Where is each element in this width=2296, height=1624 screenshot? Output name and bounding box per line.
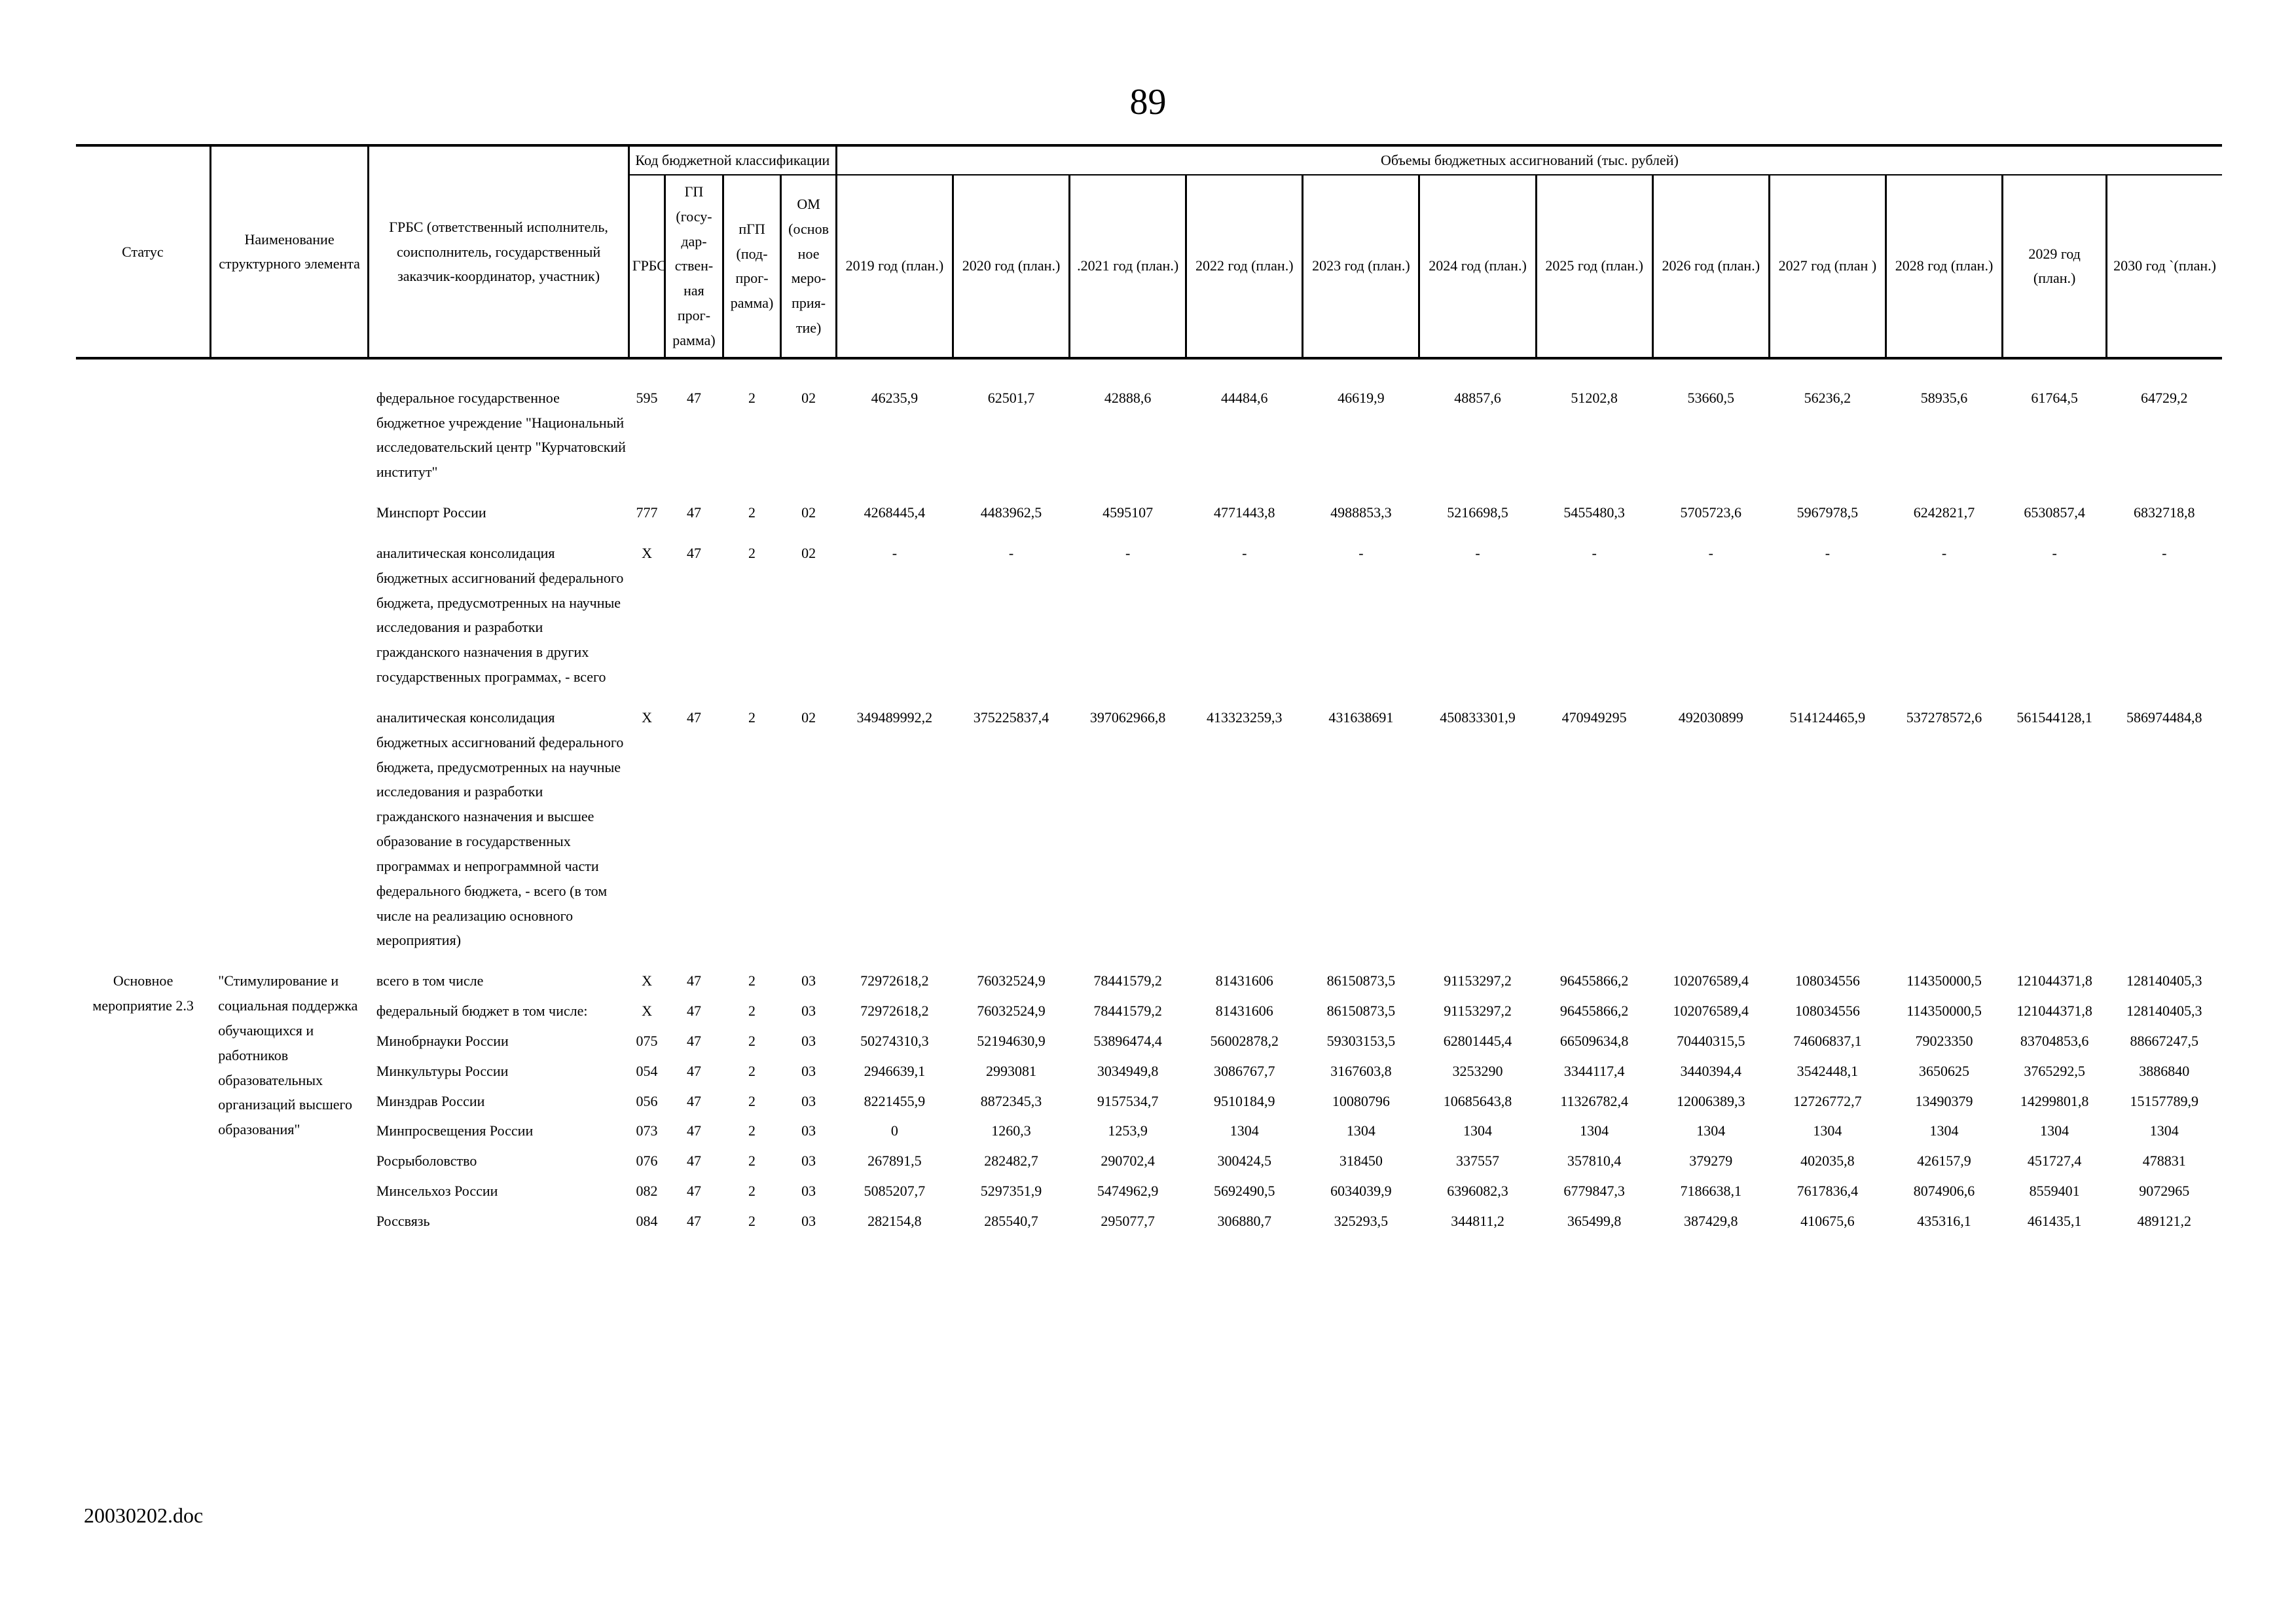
budget-allocation-table [76, 144, 2222, 1236]
cell-year-value: 56236,2 [1804, 389, 1851, 406]
cell-grbs: 054 [636, 1062, 658, 1079]
cell-grbs: 082 [636, 1183, 658, 1200]
cell-year-value: - [1592, 544, 1597, 561]
cell-year-value: 9510184,9 [1214, 1092, 1275, 1109]
cell-year-value: 450833301,9 [1440, 709, 1516, 726]
cell-year-value: 5692490,5 [1214, 1183, 1275, 1200]
cell-year-value: 96455866,2 [1559, 972, 1629, 989]
cell-year-value: 1253,9 [1108, 1122, 1148, 1139]
cell-year-value: - [1708, 544, 1713, 561]
cell-grbs: 076 [636, 1153, 658, 1170]
cell-grbs: X [642, 1003, 652, 1020]
cell-year-value: 11326782,4 [1560, 1092, 1629, 1109]
cell-grbs: 075 [636, 1032, 658, 1049]
cell-year-value: 51202,8 [1571, 389, 1618, 406]
cell-participant: Минздрав России [376, 1092, 485, 1109]
cell-year-value: 81431606 [1215, 972, 1273, 989]
cell-year-value: 9072965 [2139, 1183, 2190, 1200]
header-year: 2020 год (план.) [953, 175, 1069, 358]
cell-year-value: 62501,7 [987, 389, 1035, 406]
cell-year-value: 44484,6 [1221, 389, 1268, 406]
cell-status [76, 358, 210, 498]
cell-gp: 47 [686, 1153, 701, 1170]
cell-element-name [210, 498, 369, 538]
header-grbs: ГРБС [629, 175, 665, 358]
cell-year-value: 102076589,4 [1673, 1003, 1749, 1020]
cell-year-value: 5297351,9 [980, 1183, 1042, 1200]
cell-om: 03 [801, 1003, 816, 1020]
cell-participant: Минобрнауки России [376, 1032, 509, 1049]
cell-year-value: 489121,2 [2137, 1212, 2192, 1229]
table-row [76, 1086, 2222, 1116]
cell-year-value: 561544128,1 [2016, 709, 2092, 726]
cell-year-value: 59303153,5 [1326, 1032, 1396, 1049]
cell-year-value: 102076589,4 [1673, 972, 1749, 989]
table-row [76, 358, 2222, 498]
header-budget-code-group: Код бюджетной классификации [629, 145, 836, 175]
cell-year-value: 318450 [1339, 1153, 1383, 1170]
cell-grbs: X [642, 544, 652, 561]
cell-om: 03 [801, 1212, 816, 1229]
cell-year-value: 56002878,2 [1210, 1032, 1279, 1049]
header-pgp: пГП (под-прог-рамма) [723, 175, 781, 358]
cell-year-value: 3440394,4 [1680, 1062, 1742, 1079]
table-row [76, 1116, 2222, 1146]
cell-year-value: 586974484,8 [2126, 709, 2202, 726]
cell-year-value: 108034556 [1795, 1003, 1860, 1020]
cell-year-value: 96455866,2 [1559, 1003, 1629, 1020]
cell-year-value: 114350000,5 [1906, 972, 1982, 989]
header-year: 2022 год (план.) [1186, 175, 1303, 358]
header-year: 2030 год `(план.) [2107, 175, 2222, 358]
header-year: 2023 год (план.) [1303, 175, 1419, 358]
cell-pgp: 2 [748, 1153, 756, 1170]
cell-year-value: 91153297,2 [1444, 1003, 1512, 1020]
cell-pgp: 2 [748, 1003, 756, 1020]
cell-year-value: 46619,9 [1338, 389, 1385, 406]
cell-year-value: 402035,8 [1800, 1153, 1855, 1170]
cell-year-value: 6832718,8 [2134, 504, 2195, 521]
cell-year-value: 8221455,9 [864, 1092, 926, 1109]
cell-year-value: 451727,4 [2027, 1153, 2082, 1170]
cell-year-value: 128140405,3 [2126, 972, 2202, 989]
cell-year-value: 1304 [1813, 1122, 1842, 1139]
cell-year-value: 10080796 [1332, 1092, 1390, 1109]
cell-gp: 47 [686, 1183, 701, 1200]
cell-year-value: 70440315,5 [1677, 1032, 1745, 1049]
cell-year-value: 72972618,2 [860, 1003, 929, 1020]
cell-element-name [210, 358, 369, 498]
header-status: Статус [76, 145, 210, 358]
cell-year-value: 325293,5 [1334, 1212, 1389, 1229]
cell-year-value: 6530857,4 [2024, 504, 2085, 521]
table-row [76, 966, 2222, 996]
cell-year-value: 8559401 [2029, 1183, 2080, 1200]
cell-year-value: 285540,7 [984, 1212, 1038, 1229]
cell-participant: Минсельхоз России [376, 1183, 498, 1200]
cell-participant: федеральный бюджет в том числе: [376, 1003, 588, 1020]
cell-year-value: 13490379 [1915, 1092, 1973, 1109]
cell-pgp: 2 [748, 709, 756, 726]
cell-year-value: 14299801,8 [2020, 1092, 2089, 1109]
cell-pgp: 2 [748, 544, 756, 561]
cell-participant: Росрыболовство [376, 1153, 477, 1170]
cell-status: Основное мероприятие 2.3 [92, 972, 194, 1014]
cell-year-value: 53896474,4 [1093, 1032, 1162, 1049]
cell-element-name: "Стимулирование и социальная поддержка обучающихся и работников образовательных организаций высшего образования" [218, 972, 358, 1138]
cell-year-value: 86150873,5 [1326, 972, 1396, 989]
cell-year-value: 431638691 [1328, 709, 1394, 726]
cell-gp: 47 [686, 1003, 701, 1020]
cell-pgp: 2 [748, 504, 756, 521]
cell-year-value: 3167603,8 [1330, 1062, 1392, 1079]
cell-gp: 47 [686, 1212, 701, 1229]
cell-year-value: 306880,7 [1217, 1212, 1272, 1229]
cell-year-value: 66509634,8 [1559, 1032, 1629, 1049]
cell-year-value: 52194630,9 [977, 1032, 1046, 1049]
cell-year-value: 375225837,4 [973, 709, 1049, 726]
header-year: 2028 год (план.) [1886, 175, 2002, 358]
cell-year-value: 88667247,5 [2130, 1032, 2199, 1049]
cell-year-value: 10685643,8 [1443, 1092, 1512, 1109]
cell-year-value: 53660,5 [1687, 389, 1735, 406]
cell-year-value: 81431606 [1215, 1003, 1273, 1020]
header-volumes-group: Объемы бюджетных ассигнований (тыс. рублей) [836, 145, 2222, 175]
cell-year-value: 1304 [1929, 1122, 1959, 1139]
cell-year-value: 5705723,6 [1680, 504, 1742, 521]
cell-gp: 47 [686, 972, 701, 989]
cell-participant: Минспорт России [376, 504, 486, 521]
cell-year-value: 4771443,8 [1214, 504, 1275, 521]
cell-year-value: 6396082,3 [1447, 1183, 1508, 1200]
cell-year-value: 537278572,6 [1906, 709, 1982, 726]
cell-year-value: 3253290 [1452, 1062, 1503, 1079]
table-row [76, 1176, 2222, 1206]
cell-status [76, 703, 210, 966]
cell-year-value: 128140405,3 [2126, 1003, 2202, 1020]
cell-year-value: - [2162, 544, 2167, 561]
header-year: .2021 год (план.) [1070, 175, 1186, 358]
cell-year-value: 3765292,5 [2024, 1062, 2085, 1079]
cell-year-value: 1304 [1580, 1122, 1609, 1139]
cell-element-name [210, 538, 369, 703]
cell-year-value: 2946639,1 [864, 1062, 926, 1079]
cell-year-value: 6242821,7 [1913, 504, 1975, 521]
cell-gp: 47 [686, 709, 701, 726]
cell-year-value: 9157534,7 [1097, 1092, 1159, 1109]
cell-year-value: 61764,5 [2031, 389, 2078, 406]
cell-year-value: - [1008, 544, 1014, 561]
cell-year-value: 121044371,8 [2016, 1003, 2092, 1020]
cell-om: 02 [801, 709, 816, 726]
cell-year-value: 78441579,2 [1093, 1003, 1162, 1020]
cell-year-value: 470949295 [1561, 709, 1627, 726]
table-row [76, 1026, 2222, 1056]
cell-year-value: 4595107 [1102, 504, 1154, 521]
cell-year-value: 1304 [1463, 1122, 1493, 1139]
cell-participant: федеральное государственное бюджетное учреждение "Национальный исследовательский центр "Курчатовский институт" [376, 389, 626, 481]
cell-year-value: 76032524,9 [977, 1003, 1046, 1020]
cell-year-value: 91153297,2 [1444, 972, 1512, 989]
cell-year-value: 5474962,9 [1097, 1183, 1159, 1200]
cell-year-value: 4268445,4 [864, 504, 926, 521]
cell-grbs: 056 [636, 1092, 658, 1109]
cell-om: 02 [801, 504, 816, 521]
cell-gp: 47 [686, 1122, 701, 1139]
header-gp: ГП (госу-дар-ствен-ная прог-рамма) [665, 175, 723, 358]
cell-grbs: 084 [636, 1212, 658, 1229]
cell-year-value: 7617836,4 [1796, 1183, 1859, 1200]
table-row [76, 498, 2222, 538]
cell-year-value: 83704853,6 [2020, 1032, 2089, 1049]
cell-year-value: 267891,5 [867, 1153, 922, 1170]
cell-grbs: X [642, 972, 652, 989]
cell-year-value: 295077,7 [1101, 1212, 1155, 1229]
cell-year-value: 8074906,6 [1913, 1183, 1975, 1200]
cell-year-value: 12006389,3 [1677, 1092, 1745, 1109]
cell-gp: 47 [686, 1062, 701, 1079]
cell-year-value: - [1125, 544, 1131, 561]
cell-year-value: 4988853,3 [1330, 504, 1392, 521]
cell-year-value: 86150873,5 [1326, 1003, 1396, 1020]
cell-year-value: 492030899 [1678, 709, 1743, 726]
cell-year-value: 337557 [1456, 1153, 1500, 1170]
cell-year-value: 1304 [1696, 1122, 1726, 1139]
cell-year-value: 78441579,2 [1093, 972, 1162, 989]
cell-year-value: 387429,8 [1684, 1212, 1738, 1229]
cell-year-value: 344811,2 [1451, 1212, 1504, 1229]
cell-year-value: 12726772,7 [1793, 1092, 1862, 1109]
header-year: 2026 год (план.) [1652, 175, 1769, 358]
header-year: 2027 год (план ) [1769, 175, 1886, 358]
cell-pgp: 2 [748, 1212, 756, 1229]
cell-year-value: - [1941, 544, 1947, 561]
cell-pgp: 2 [748, 1062, 756, 1079]
cell-year-value: 15157789,9 [2130, 1092, 2199, 1109]
cell-year-value: 3344117,4 [1563, 1062, 1625, 1079]
cell-status [76, 498, 210, 538]
cell-year-value: 6779847,3 [1563, 1183, 1625, 1200]
cell-year-value: 349489992,2 [856, 709, 933, 726]
table-body [76, 358, 2222, 1236]
cell-year-value: 121044371,8 [2016, 972, 2092, 989]
cell-year-value: 435316,1 [1917, 1212, 1971, 1229]
cell-pgp: 2 [748, 1092, 756, 1109]
cell-participant: Россвязь [376, 1212, 430, 1229]
cell-year-value: 514124465,9 [1789, 709, 1866, 726]
cell-pgp: 2 [748, 1122, 756, 1139]
cell-om: 03 [801, 1183, 816, 1200]
cell-year-value: 461435,1 [2027, 1212, 2082, 1229]
cell-om: 02 [801, 544, 816, 561]
cell-year-value: 1260,3 [991, 1122, 1031, 1139]
cell-year-value: 2993081 [986, 1062, 1037, 1079]
cell-participant: аналитическая консолидация бюджетных ассигнований федерального бюджета, предусмотренных на научные исследования и разработки гражданского назначения в других государственных программах, - всего [376, 544, 624, 686]
cell-grbs: 073 [636, 1122, 658, 1139]
cell-year-value: 7186638,1 [1680, 1183, 1742, 1200]
cell-om: 02 [801, 389, 816, 406]
cell-year-value: 282482,7 [984, 1153, 1038, 1170]
cell-year-value: 50274310,3 [860, 1032, 929, 1049]
cell-year-value: 48857,6 [1454, 389, 1501, 406]
cell-year-value: 76032524,9 [977, 972, 1046, 989]
cell-year-value: - [892, 544, 898, 561]
cell-om: 03 [801, 1153, 816, 1170]
cell-gp: 47 [686, 1092, 701, 1109]
cell-year-value: 3034949,8 [1097, 1062, 1159, 1079]
header-om: ОМ (основ ное меро-прия-тие) [781, 175, 837, 358]
cell-year-value: 6034039,9 [1330, 1183, 1392, 1200]
cell-year-value: 397062966,8 [1089, 709, 1166, 726]
table-row [76, 996, 2222, 1026]
header-year: 2029 год (план.) [2003, 175, 2107, 358]
cell-year-value: 72972618,2 [860, 972, 929, 989]
cell-year-value: 114350000,5 [1906, 1003, 1982, 1020]
cell-participant: Минкультуры России [376, 1062, 509, 1079]
cell-pgp: 2 [748, 1032, 756, 1049]
table-row [76, 538, 2222, 703]
cell-year-value: - [2052, 544, 2057, 561]
page-number: 89 [1129, 82, 1167, 122]
cell-status [76, 538, 210, 703]
cell-year-value: 64729,2 [2141, 389, 2188, 406]
cell-gp: 47 [686, 504, 701, 521]
cell-om: 03 [801, 1062, 816, 1079]
header-grbs-role: ГРБС (ответственный исполнитель, соисполнитель, государственный заказчик-координатор, участник) [369, 145, 629, 358]
cell-grbs: 595 [636, 389, 658, 406]
cell-year-value: - [1242, 544, 1247, 561]
cell-year-value: 413323259,3 [1207, 709, 1283, 726]
cell-year-value: 74606837,1 [1793, 1032, 1862, 1049]
cell-year-value: 46235,9 [871, 389, 919, 406]
header-year: 2024 год (план.) [1419, 175, 1536, 358]
cell-om: 03 [801, 1092, 816, 1109]
cell-year-value: 1304 [1346, 1122, 1376, 1139]
header-year: 2019 год (план.) [836, 175, 953, 358]
cell-year-value: 0 [890, 1122, 898, 1139]
cell-year-value: 410675,6 [1800, 1212, 1855, 1229]
cell-om: 03 [801, 972, 816, 989]
table-row [76, 1206, 2222, 1236]
cell-year-value: 357810,4 [1567, 1153, 1622, 1170]
cell-pgp: 2 [748, 972, 756, 989]
cell-year-value: 1304 [2040, 1122, 2069, 1139]
table-row [76, 1146, 2222, 1176]
cell-year-value: 8872345,3 [980, 1092, 1042, 1109]
header-element-name: Наименование структурного элемента [210, 145, 369, 358]
cell-year-value: 3086767,7 [1214, 1062, 1275, 1079]
cell-year-value: 5967978,5 [1796, 504, 1859, 521]
cell-year-value: 5085207,7 [864, 1183, 926, 1200]
cell-year-value: 300424,5 [1217, 1153, 1272, 1170]
cell-year-value: 3542448,1 [1796, 1062, 1859, 1079]
cell-om: 03 [801, 1122, 816, 1139]
cell-year-value: 42888,6 [1104, 389, 1152, 406]
cell-participant: Минпросвещения России [376, 1122, 534, 1139]
cell-year-value: - [1825, 544, 1831, 561]
cell-year-value: - [1358, 544, 1364, 561]
cell-year-value: 426157,9 [1917, 1153, 1971, 1170]
cell-year-value: 1304 [1230, 1122, 1259, 1139]
cell-year-value: 108034556 [1795, 972, 1860, 989]
document-filename: 20030202.doc [84, 1504, 204, 1527]
cell-pgp: 2 [748, 1183, 756, 1200]
cell-element-name [210, 703, 369, 966]
cell-year-value: 478831 [2142, 1153, 2186, 1170]
cell-gp: 47 [686, 389, 701, 406]
cell-participant: всего в том числе [376, 972, 484, 989]
cell-grbs: X [642, 709, 652, 726]
cell-year-value: 290702,4 [1101, 1153, 1155, 1170]
cell-year-value: 58935,6 [1920, 389, 1968, 406]
cell-gp: 47 [686, 1032, 701, 1049]
cell-year-value: 5216698,5 [1447, 504, 1508, 521]
cell-year-value: 79023350 [1915, 1032, 1973, 1049]
cell-participant: аналитическая консолидация бюджетных ассигнований федерального бюджета, предусмотренных на научные исследования и разработки гражданского назначения и высшее образование в государственных программах и непрограммной части федерального бюджета, - всего (в том числе на реализацию основного мероприятия) [376, 709, 624, 949]
cell-year-value: 1304 [2149, 1122, 2179, 1139]
cell-grbs: 777 [636, 504, 658, 521]
cell-pgp: 2 [748, 389, 756, 406]
cell-year-value: 282154,8 [867, 1212, 922, 1229]
cell-gp: 47 [686, 544, 701, 561]
cell-year-value: 365499,8 [1567, 1212, 1622, 1229]
cell-om: 03 [801, 1032, 816, 1049]
cell-year-value: 379279 [1689, 1153, 1733, 1170]
table-row [76, 703, 2222, 966]
cell-year-value: 3650625 [1919, 1062, 1970, 1079]
table-row [76, 1056, 2222, 1086]
cell-year-value: 3886840 [2139, 1062, 2190, 1079]
cell-year-value: - [1475, 544, 1480, 561]
cell-year-value: 5455480,3 [1563, 504, 1625, 521]
cell-year-value: 4483962,5 [980, 504, 1042, 521]
header-year: 2025 год (план.) [1536, 175, 1652, 358]
cell-year-value: 62801445,4 [1443, 1032, 1512, 1049]
